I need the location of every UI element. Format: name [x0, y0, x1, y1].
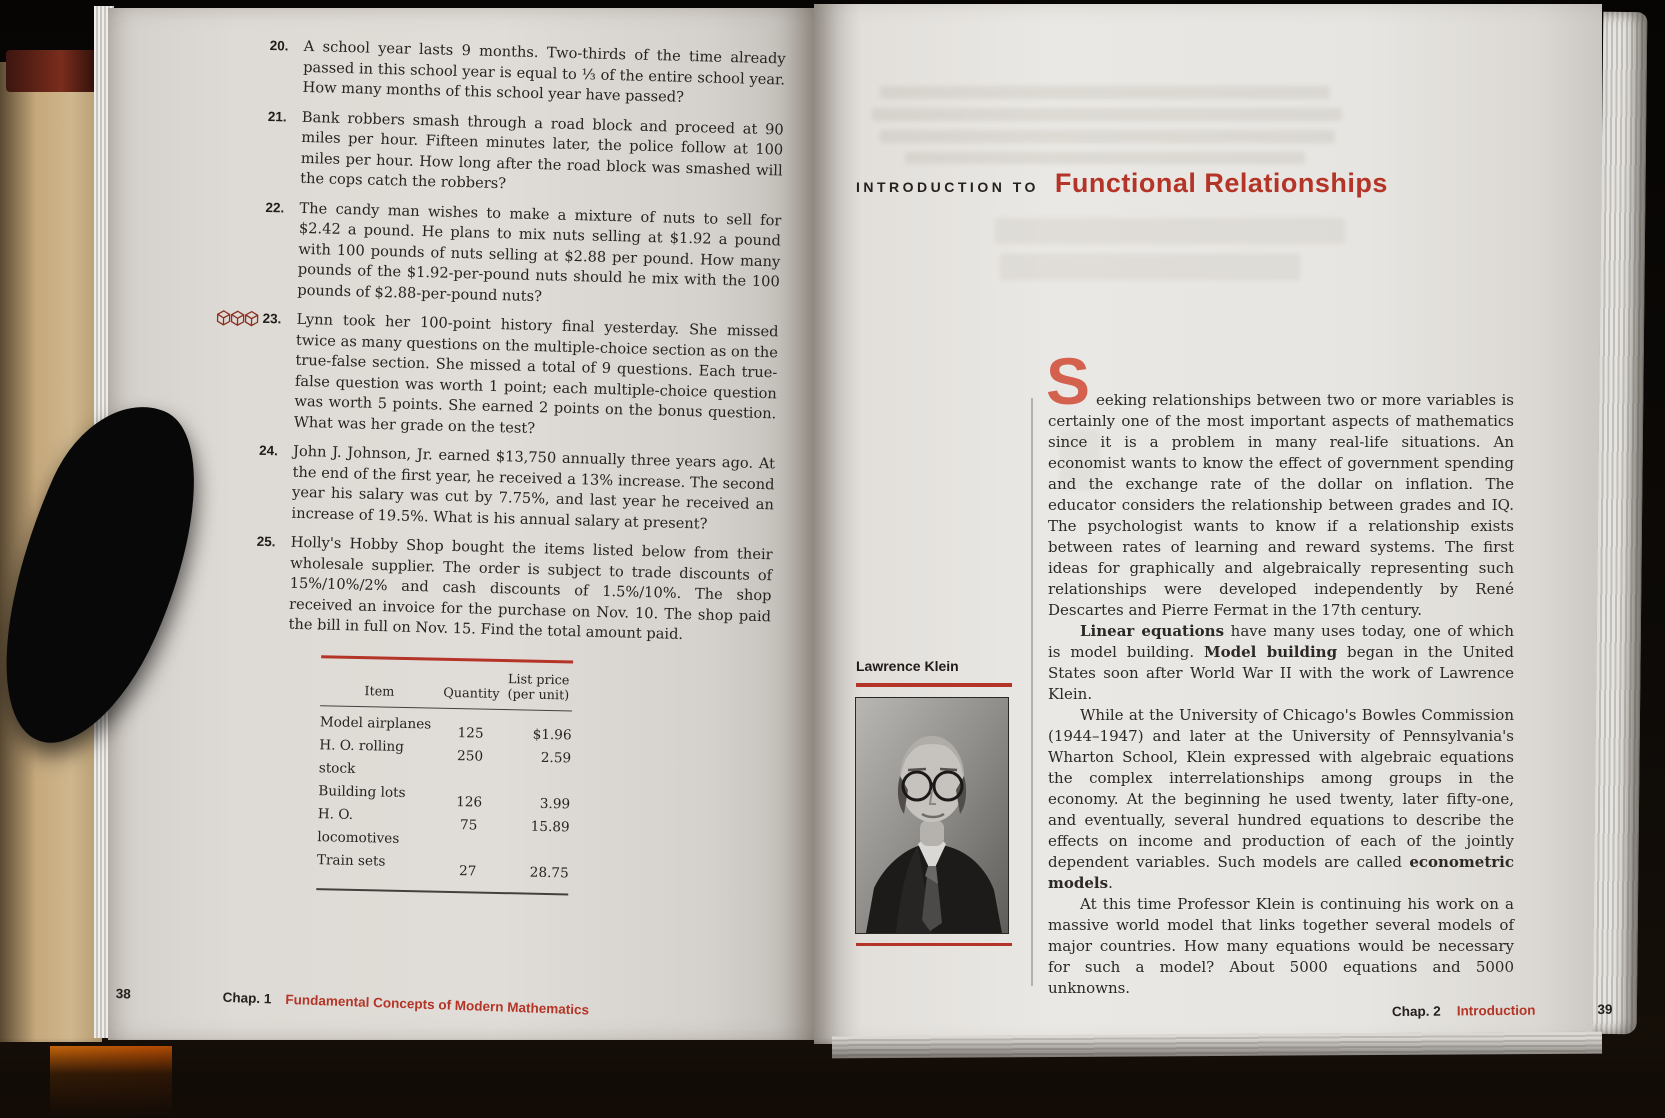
left-page-content	[248, 36, 790, 900]
text-run: began in the United States soon after World War II with the work of Lawrence Klein.	[1048, 643, 1515, 703]
body-paragraph	[1048, 894, 1514, 999]
section-label: Introduction	[1456, 1002, 1536, 1019]
table-cell: H. O. locomotives	[317, 805, 400, 847]
bold-term: Linear equations	[1080, 622, 1225, 640]
heading-kicker: INTRODUCTION TO	[856, 179, 1039, 195]
table-header-row	[320, 657, 573, 709]
problem-text: Bank robbers smash through a road block and proceed at 90 miles per hour. Fifteen minutes later, the police follow at 100 miles per hour. How long after the road block was smashed will the cops catch the robbers?	[300, 108, 784, 193]
table-cell: 2.59	[540, 749, 572, 766]
table-header-cell: Quantity	[443, 684, 500, 701]
problem-item	[257, 441, 779, 537]
bleedthrough-ghost	[880, 86, 1330, 99]
chapter-heading	[856, 168, 1388, 199]
photo-rule-bottom	[856, 943, 1012, 947]
table-cell: H. O. rolling stock	[318, 736, 405, 777]
portrait-photo	[856, 698, 1008, 933]
table-header-cell: Item	[364, 683, 395, 699]
page-number: 38	[115, 986, 132, 1002]
table-cell: 3.99	[539, 795, 571, 812]
problem-number: 21.	[267, 108, 287, 124]
photo-block	[856, 658, 1012, 946]
problem-text: A school year lasts 9 months. Two-thirds of the time already passed in this school year is equal to ⅓ of the entire school year. How many months of this school year have passed?	[302, 37, 786, 106]
chapter-label: Chap. 1	[222, 989, 272, 1007]
page-stack-right	[1593, 12, 1648, 1034]
portrait-photo-image	[856, 698, 1008, 933]
problem-item	[263, 197, 786, 313]
table-cell: 75	[459, 816, 478, 834]
bottom-shadow	[0, 1038, 1665, 1118]
body-text-column	[1046, 344, 1515, 999]
bleedthrough-ghost	[872, 108, 1342, 121]
problem-item	[268, 36, 789, 111]
column-divider-rule	[1031, 398, 1033, 986]
table-cell: Building lots	[318, 782, 406, 801]
page-title: Functional Relationships	[1054, 168, 1388, 198]
problem-number: 23.	[262, 310, 282, 327]
text-run: While at the University of Chicago's Bowles Commission (1944–1947) and later at the University of Pennsylvania's Wharton School, Klein expressed with algebraic equations the complex interrelationships among groups in the economy. At the beginning he used twenty, later fifty-one, and eventually, several hundred equations to describe the effects on income and production of each of the jointly dependent variables. Such models are called	[1048, 706, 1514, 871]
problem-text: Holly's Hobby Shop bought the items listed below from their wholesale supplier. The order is subject to trade discounts of 15%/10%/2% and cash discounts of 1.5%/10%. The shop received an invoice for the purchase on Nov. 10. The shop paid the bill in full on Nov. 15. Find the total amount paid.	[288, 533, 773, 644]
problem-number: 20.	[269, 37, 289, 54]
body-paragraph	[1048, 705, 1514, 894]
table-cell: Train sets	[316, 851, 386, 870]
table-cell: 27	[458, 862, 477, 880]
body-paragraph	[1048, 621, 1514, 705]
table-cell: 125	[457, 724, 484, 742]
problem-item	[260, 309, 783, 446]
table-cell: 250	[456, 747, 484, 765]
bleedthrough-ghost	[880, 130, 1335, 143]
text-run: have many uses today, one of which is model building.	[1048, 622, 1514, 661]
text-run: eeking relationships between two or more variables is certainly one of the most important aspects of mathematics since it is a problem in many real-life situations. An economist wants to know the effect of government spending and the exchange rate of the dollar on inflation. The educator considers the relationship between grades and IQ. The psychologist wants to know if a relationship exists between rates of learning and reward systems. The first ideas for graphically and algebraically representing such relationships were developed independently by René Descartes and Pierre Fermat in the 17th century.	[1048, 391, 1514, 619]
problem-item	[266, 106, 788, 202]
problem-item	[254, 532, 777, 648]
body-paragraph	[1046, 344, 1514, 621]
price-table	[316, 655, 573, 895]
book-spine-corner	[6, 50, 98, 92]
cubes-icon	[216, 310, 258, 327]
chapter-title: Fundamental Concepts of Modern Mathematics	[285, 991, 590, 1018]
bleedthrough-ghost	[905, 152, 1305, 164]
table-cell: $1.96	[532, 726, 572, 743]
problem-text: Lynn took her 100-point history final yesterday. She missed twice as many questions on the multiple-choice section as on the true-false section. She missed a total of 9 questions. Each true-false question was worth 1 point; each multiple-choice question was worth 5 points. She earned 2 points on the bonus question. What was her grade on the test?	[293, 310, 779, 437]
text-run: .	[1108, 874, 1113, 892]
drop-cap: S	[1046, 344, 1091, 418]
chapter-label: Chap. 2	[1391, 1003, 1441, 1020]
table-cell: 28.75	[529, 864, 569, 881]
table-header-cell: List price (per unit)	[507, 671, 570, 703]
problem-number: 25.	[256, 533, 276, 550]
problem-text: The candy man wishes to make a mixture of nuts to sell for $2.42 a pound. He plans to mix nuts selling at $1.92 a pound with 100 pounds of nuts selling at $2.88 per pound. How many pounds of the $1.92-per-pound nuts should he mix with the 100 pounds of $2.88-per-pound nuts?	[297, 199, 782, 305]
problems-list	[254, 36, 789, 648]
page-number: 39	[1597, 1001, 1613, 1018]
table-body	[316, 706, 572, 893]
bleedthrough-ghost	[995, 218, 1345, 244]
right-page-footer	[1392, 1002, 1613, 1019]
table-cell: 15.89	[530, 818, 570, 835]
problem-text: John J. Johnson, Jr. earned $13,750 annually three years ago. At the end of the first year, he received a 13% increase. The second year his salary was cut by 7.75%, and last year he received an increase of 19.5%. What is his annual salary at present?	[291, 442, 776, 533]
problem-number: 24.	[258, 442, 279, 459]
bleedthrough-ghost	[1000, 254, 1300, 280]
problem-number: 22.	[265, 199, 285, 215]
bold-term: econometric models	[1048, 853, 1514, 892]
bold-term: Model building	[1204, 643, 1338, 661]
table-cell: 126	[456, 793, 483, 811]
table-cell: Model airplanes	[319, 713, 432, 733]
photo-rule-top	[856, 683, 1012, 687]
text-run: At this time Professor Klein is continuing his work on a massive world model that links together several models of major countries. How many equations would be necessary for such a model? About 5000 equations and 5000 unknowns.	[1048, 895, 1514, 997]
photo-caption: Lawrence Klein	[856, 658, 959, 674]
